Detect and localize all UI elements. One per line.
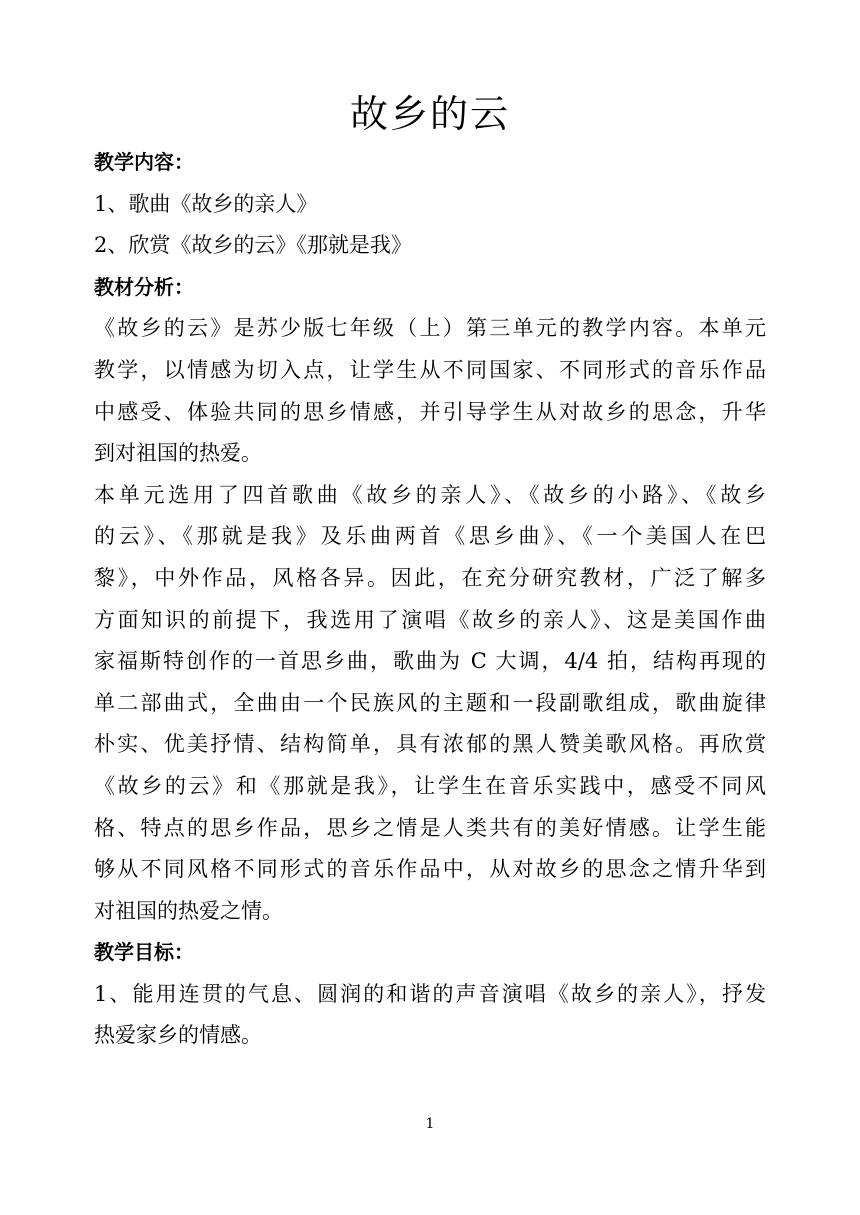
analysis-paragraph-2-line: 对祖国的热爱之情。 — [94, 898, 283, 923]
analysis-paragraph-2-line: 本单元选用了四首歌曲《故乡的亲人》、《故乡的小路》、《故乡 — [94, 482, 766, 507]
section-heading-analysis: 教材分析： — [94, 274, 194, 299]
analysis-paragraph-2-line: 单二部曲式，全曲由一个民族风的主题和一段副歌组成，歌曲旋律 — [94, 690, 766, 715]
objective-item-line: 1、能用连贯的气息、圆润的和谐的声音演唱《故乡的亲人》，抒发 — [94, 981, 766, 1006]
analysis-paragraph-2-line: 格、特点的思乡作品，思乡之情是人类共有的美好情感。让学生能 — [94, 815, 766, 840]
page-number: 1 — [425, 1116, 435, 1132]
analysis-paragraph-2-line: 家福斯特创作的一首思乡曲，歌曲为 C 大调，4/4 拍，结构再现的 — [94, 649, 766, 674]
section-heading-content: 教学内容： — [94, 150, 194, 174]
document-body — [94, 142, 766, 1057]
section-heading-objectives: 教学目标： — [94, 940, 194, 965]
analysis-paragraph-2-line: 黎》，中外作品，风格各异。因此，在充分研究教材，广泛了解多 — [94, 565, 766, 590]
document-title: 故乡的云 — [349, 92, 510, 136]
objective-item-line: 热爱家乡的情感。 — [94, 1023, 262, 1048]
analysis-paragraph-2-line: 朴实、优美抒情、结构简单，具有浓郁的黑人赞美歌风格。再欣赏 — [94, 732, 766, 757]
analysis-paragraph-2-line: 《故乡的云》和《那就是我》，让学生在音乐实践中，感受不同风 — [94, 773, 766, 798]
analysis-paragraph-2-line: 方面知识的前提下，我选用了演唱《故乡的亲人》、这是美国作曲 — [94, 607, 766, 632]
analysis-paragraph-1-line: 到对祖国的热爱。 — [94, 441, 262, 466]
content-item: 1、歌曲《故乡的亲人》 — [94, 191, 318, 216]
content-item: 2、欣赏《故乡的云》《那就是我》 — [94, 233, 412, 258]
analysis-paragraph-1-line: 教学，以情感为切入点，让学生从不同国家、不同形式的音乐作品 — [94, 357, 766, 382]
analysis-paragraph-2-line: 的云》、《那就是我》及乐曲两首《思乡曲》、《一个美国人在巴 — [94, 524, 766, 549]
analysis-paragraph-1-line: 《故乡的云》是苏少版七年级（上）第三单元的教学内容。本单元 — [94, 316, 766, 341]
analysis-paragraph-2-line: 够从不同风格不同形式的音乐作品中，从对故乡的思念之情升华到 — [94, 857, 766, 882]
analysis-paragraph-1-line: 中感受、体验共同的思乡情感，并引导学生从对故乡的思念，升华 — [94, 399, 766, 424]
